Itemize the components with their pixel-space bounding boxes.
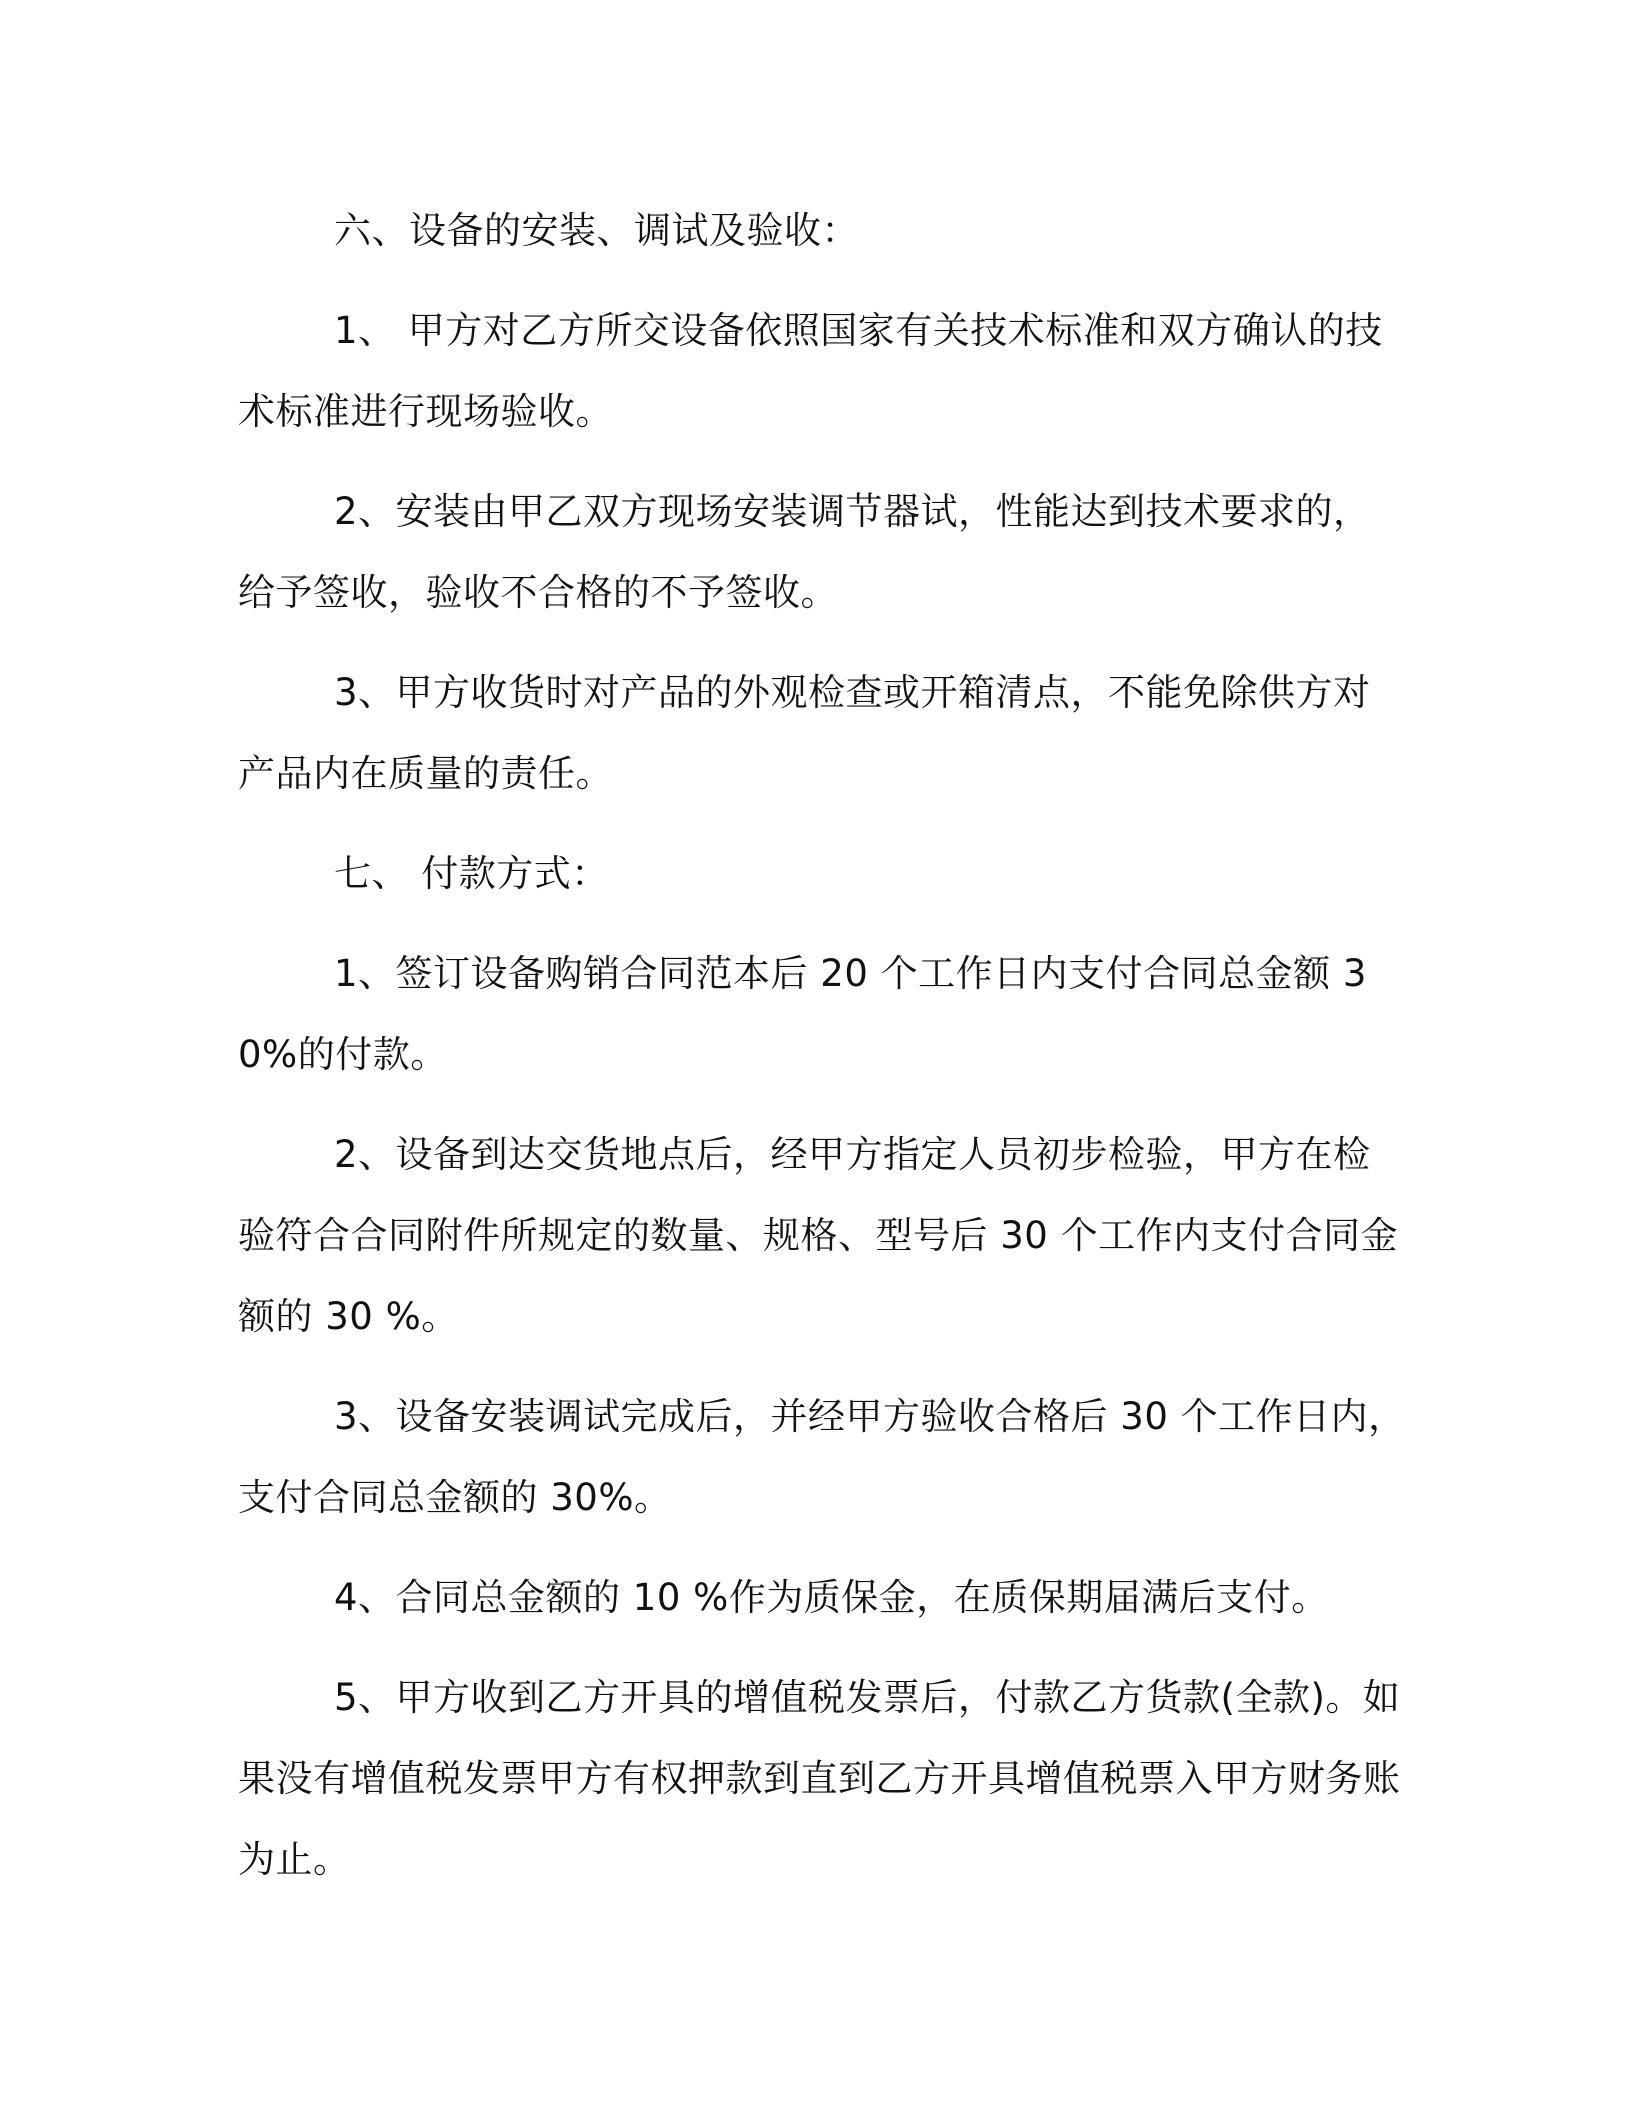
- clause-payment-4: 4、合同总金额的 10 %作为质保金，在质保期届满后支付。: [334, 1576, 1329, 1619]
- clause-payment-1: 1、签订设备购销合同范本后 20 个工作日内支付合同总金额 30%的付款。: [238, 952, 1367, 1076]
- clause-installation-2: 2、安装由甲乙双方现场安装调节器试，性能达到技术要求的，给予签收，验收不合格的不予签收。: [238, 490, 1371, 614]
- section-heading-installation: 六、设备的安装、调试及验收：: [334, 209, 859, 252]
- clause-payment-3: 3、设备安装调试完成后，并经甲方验收合格后 30 个工作日内，支付合同总金额的 30%。: [238, 1395, 1406, 1519]
- document-body: [238, 190, 1408, 1900]
- section-heading-payment: 七、 付款方式：: [334, 852, 609, 895]
- clause-payment-2: 2、设备到达交货地点后，经甲方指定人员初步检验，甲方在检验符合合同附件所规定的数量、规格、型号后 30 个工作内支付合同金额的 30 %。: [238, 1133, 1399, 1338]
- clause-installation-1: 1、 甲方对乙方所交设备依照国家有关技术标准和双方确认的技术标准进行现场验收。: [238, 309, 1383, 433]
- clause-payment-5: 5、甲方收到乙方开具的增值税发票后，付款乙方货款(全款)。如果没有增值税发票甲方有权押款到直到乙方开具增值税票入甲方财务账为止。: [238, 1676, 1401, 1881]
- clause-installation-3: 3、甲方收货时对产品的外观检查或开箱清点，不能免除供方对产品内在质量的责任。: [238, 671, 1371, 795]
